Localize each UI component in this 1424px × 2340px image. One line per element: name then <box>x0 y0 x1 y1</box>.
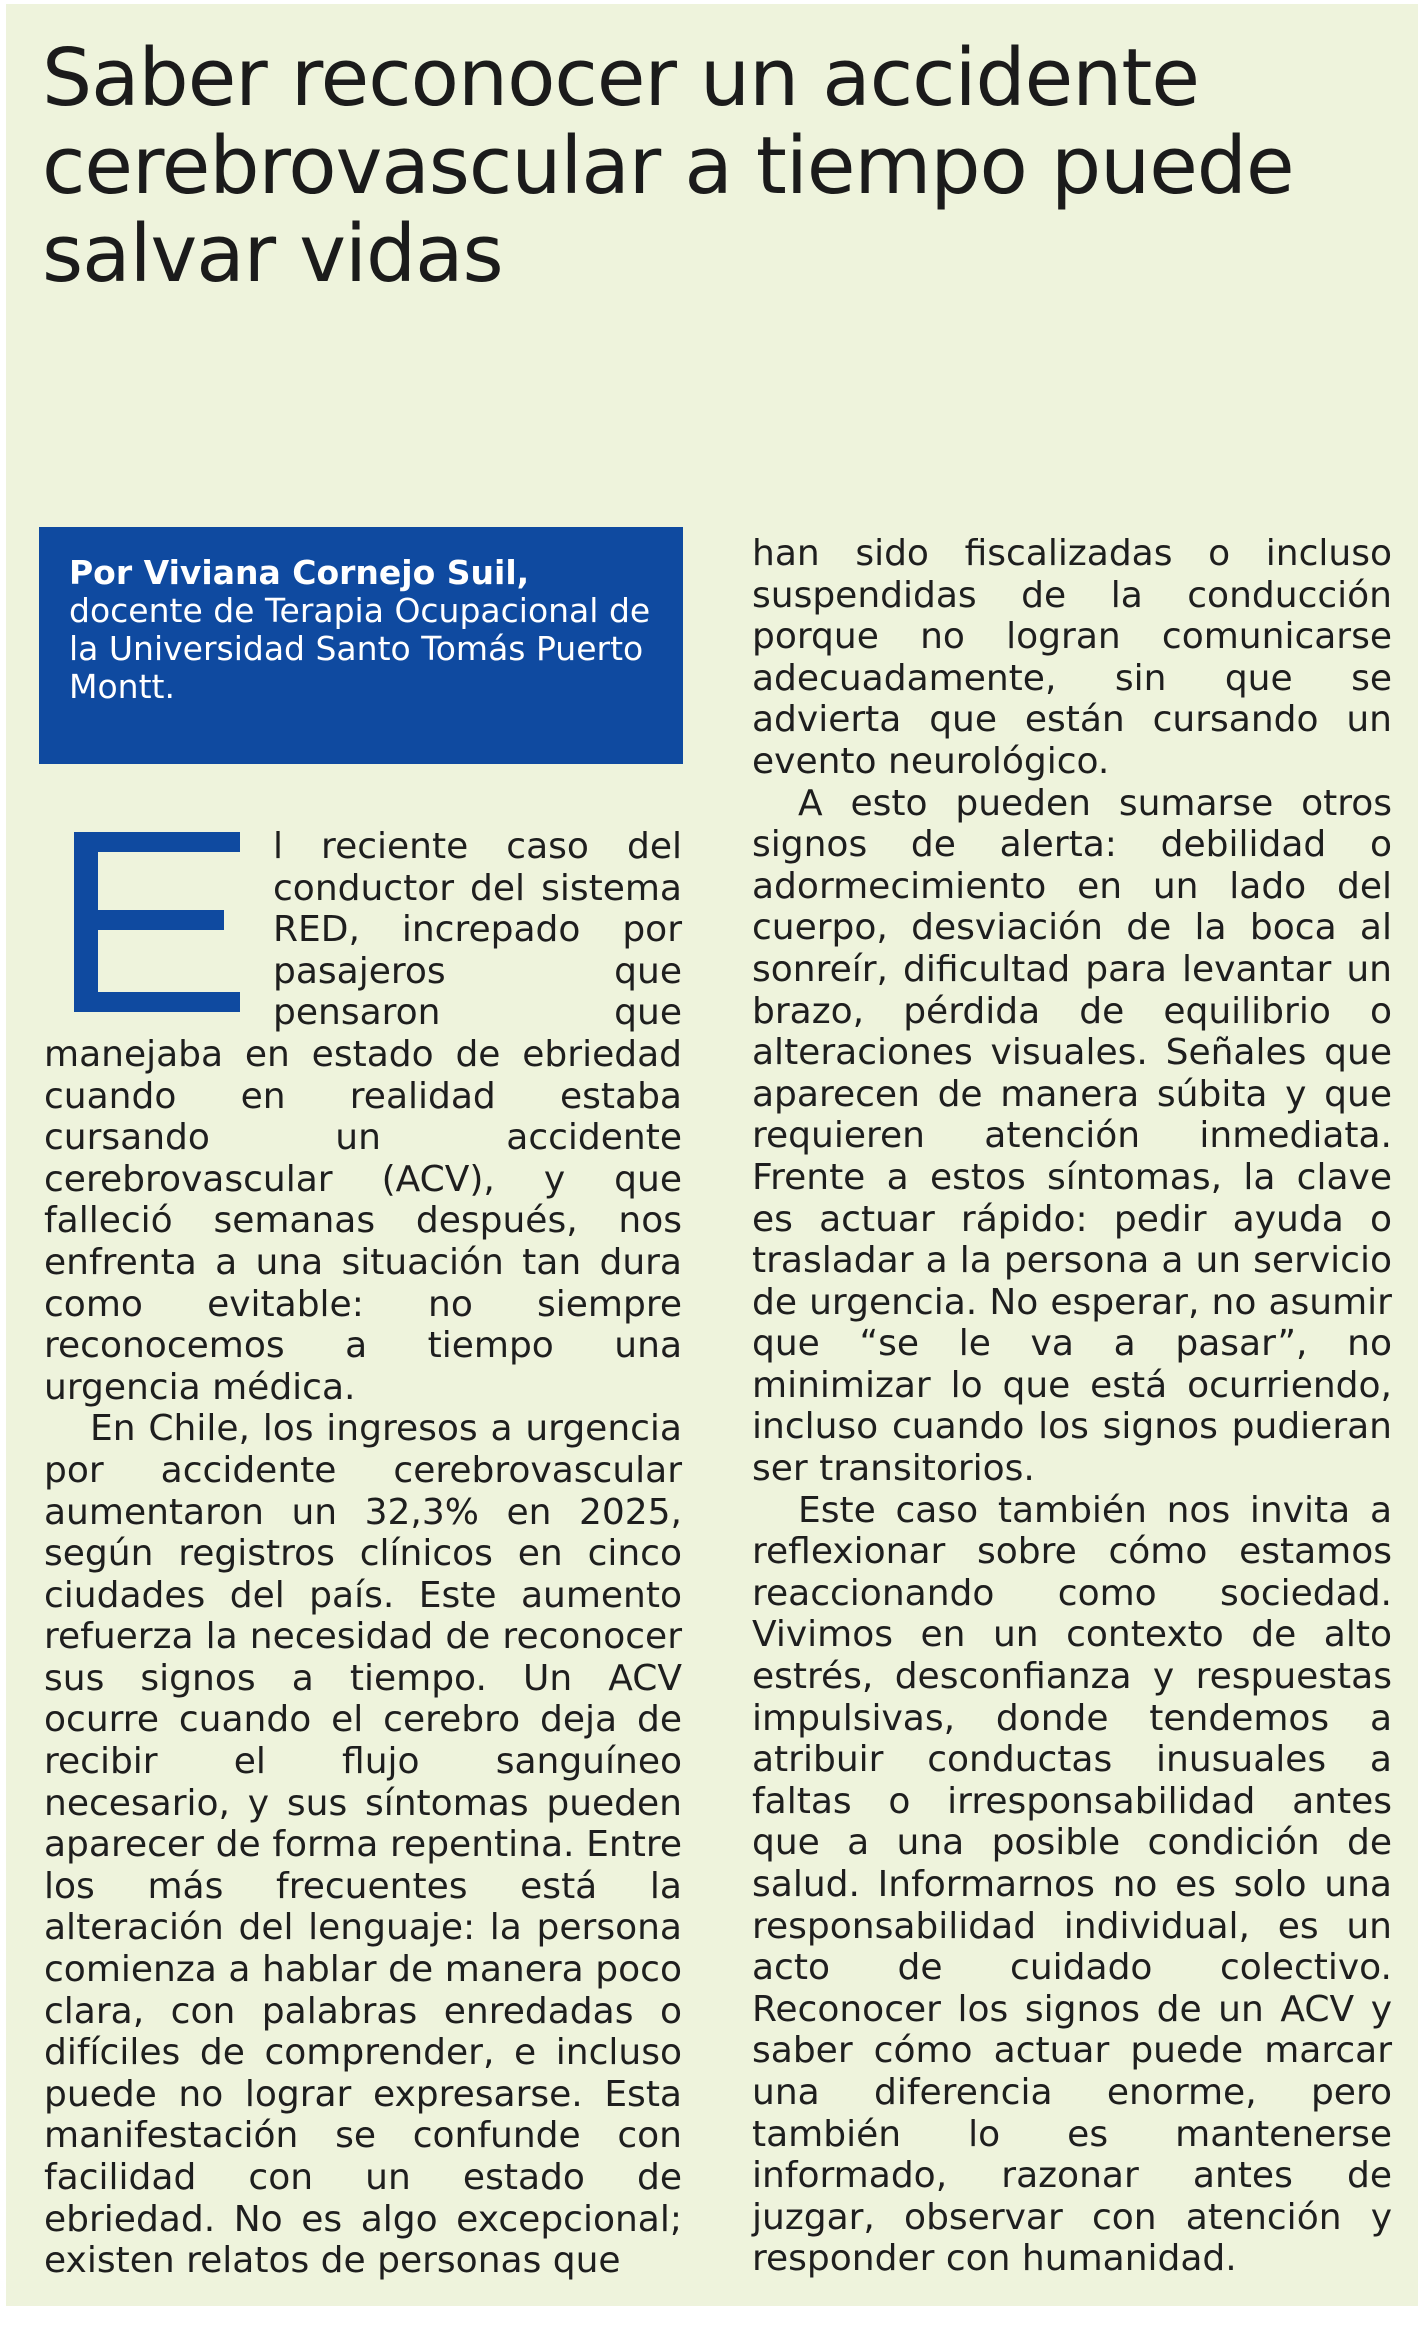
drop-cap <box>44 826 269 1026</box>
drop-cap-letter <box>44 826 45 827</box>
paragraph-1-text: l reciente caso del conductor del sistema RED, increpado por pasajeros que pensaron que manejaba en estado de ebriedad cuando en realidad estaba cursando un accidente cerebrovascular (ACV), y que falleció semanas después, nos enfrenta a una situación tan dura como evitable: no siempre reconocemos a tiempo una urgencia médica. <box>44 826 682 1408</box>
paragraph-4: A esto pueden sumarse otros signos de alerta: debilidad o adormecimiento en un lado del cuerpo, desviación de la boca al sonreír, dificultad para levantar un brazo, pérdida de equilibrio o alteraciones visuales. Señales que aparecen de manera súbita y que requieren atención inmediata. Frente a estos síntomas, la clave es actuar rápido: pedir ayuda o trasladar a la persona a un servicio de urgencia. No esperar, no asumir que “se le va a pasar”, no minimizar lo que está ocurriendo, incluso cuando los signos pudieran ser transitorios. <box>752 782 1392 1490</box>
byline-box <box>39 527 683 764</box>
paragraph-3: han sido fiscalizadas o incluso suspendidas de la conducción porque no logran comunicarse adecuadamente, sin que se advierta que están cursando un evento neurológico. <box>752 533 1392 782</box>
paragraph-5: Este caso también nos invita a reflexionar sobre cómo estamos reaccionando como sociedad. Vivimos en un contexto de alto estrés, desconfianza y respuestas impulsivas, donde tendemos a atribuir conductas inusuales a faltas o irresponsabilidad antes que a una posible condición de salud. Informarnos no es solo una responsabilidad individual, es un acto de cuidado colectivo. Reconocer los signos de un ACV y saber cómo actuar puede marcar una diferencia enorme, pero también lo es mantenerse informado, razonar antes de juzgar, observar con atención y responder con humanidad. <box>752 1489 1392 2280</box>
drop-cap-e-icon <box>74 832 240 1012</box>
author-role: docente de Terapia Ocupacional de la Universidad Santo Tomás Puerto Montt. <box>69 591 651 706</box>
left-column <box>44 826 682 2282</box>
paragraph-1 <box>44 826 682 1408</box>
article-page <box>6 4 1418 2306</box>
author-name: Por Viviana Cornejo Suil, <box>69 553 530 592</box>
right-column <box>752 533 1392 2280</box>
article-title: Saber reconocer un accidente cerebrovascular a tiempo puede salvar vidas <box>42 32 1294 300</box>
paragraph-2: En Chile, los ingresos a urgencia por accidente cerebrovascular aumentaron un 32,3% en 2025, según registros clínicos en cinco ciudades del país. Este aumento refuerza la necesidad de reconocer sus signos a tiempo. Un ACV ocurre cuando el cerebro deja de recibir el flujo sanguíneo necesario, y sus síntomas pueden aparecer de forma repentina. Entre los más frecuentes está la alteración del lenguaje: la persona comienza a hablar de manera poco clara, con palabras enredadas o difíciles de comprender, e incluso puede no lograr expresarse. Esta manifestación se confunde con facilidad con un estado de ebriedad. No es algo excepcional; existen relatos de personas que <box>44 1408 682 2282</box>
